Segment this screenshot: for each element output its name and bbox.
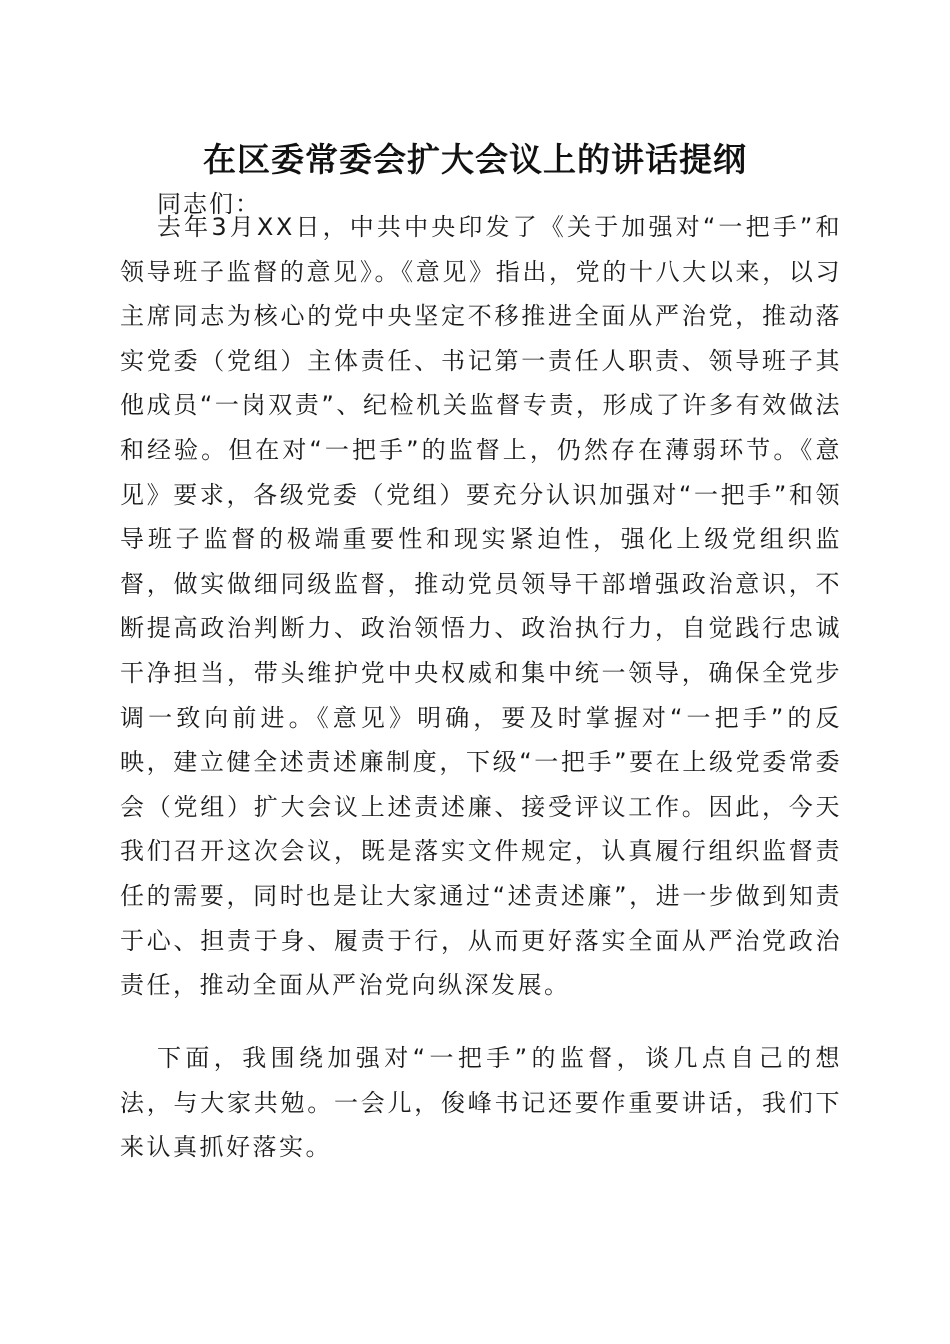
paragraph-1: 去年3月XX日，中共中央印发了《关于加强对“一把手”和领导班子监督的意见》。《意见》指出，党的十八大以来，以习主席同志为核心的党中央坚定不移推进全面从严治党，推动落实党委（党组）主体责任、书记第一责任人职责、领导班子其他成员“一岗双责”、纪检机关监督专责，形成了许多有效做法和经验。但在对“一把手”的监督上，仍然存在薄弱环节。《意见》要求，各级党委（党组）要充分认识加强对“一把手”和领导班子监督的极端重要性和现实紧迫性，强化上级党组织监督，做实做细同级监督，推动党员领导干部增强政治意识，不断提高政治判断力、政治领悟力、政治执行力，自觉践行忠诚干净担当，带头维护党中央权威和集中统一领导，确保全党步调一致向前进。《意见》明确，要及时掌握对“一把手”的反映，建立健全述责述廉制度，下级“一把手”要在上级党委常委会（党组）扩大会议上述责述廉、接受评议工作。因此，今天我们召开这次会议，既是落实文件规定，认真履行组织监督责任的需要，同时也是让大家通过“述责述廉”，进一步做到知责于心、担责于身、履责于行，从而更好落实全面从严治党政治责任，推动全面从严治党向纵深发展。	[120, 213, 842, 1000]
paragraph-2: 下面，我围绕加强对“一把手”的监督，谈几点自己的想法，与大家共勉。一会儿，俊峰书记还要作重要讲话，我们下来认真抓好落实。	[120, 1044, 842, 1162]
document-title: 在区委常委会扩大会议上的讲话提纲	[203, 140, 747, 179]
salutation: 同志们：	[157, 190, 261, 218]
